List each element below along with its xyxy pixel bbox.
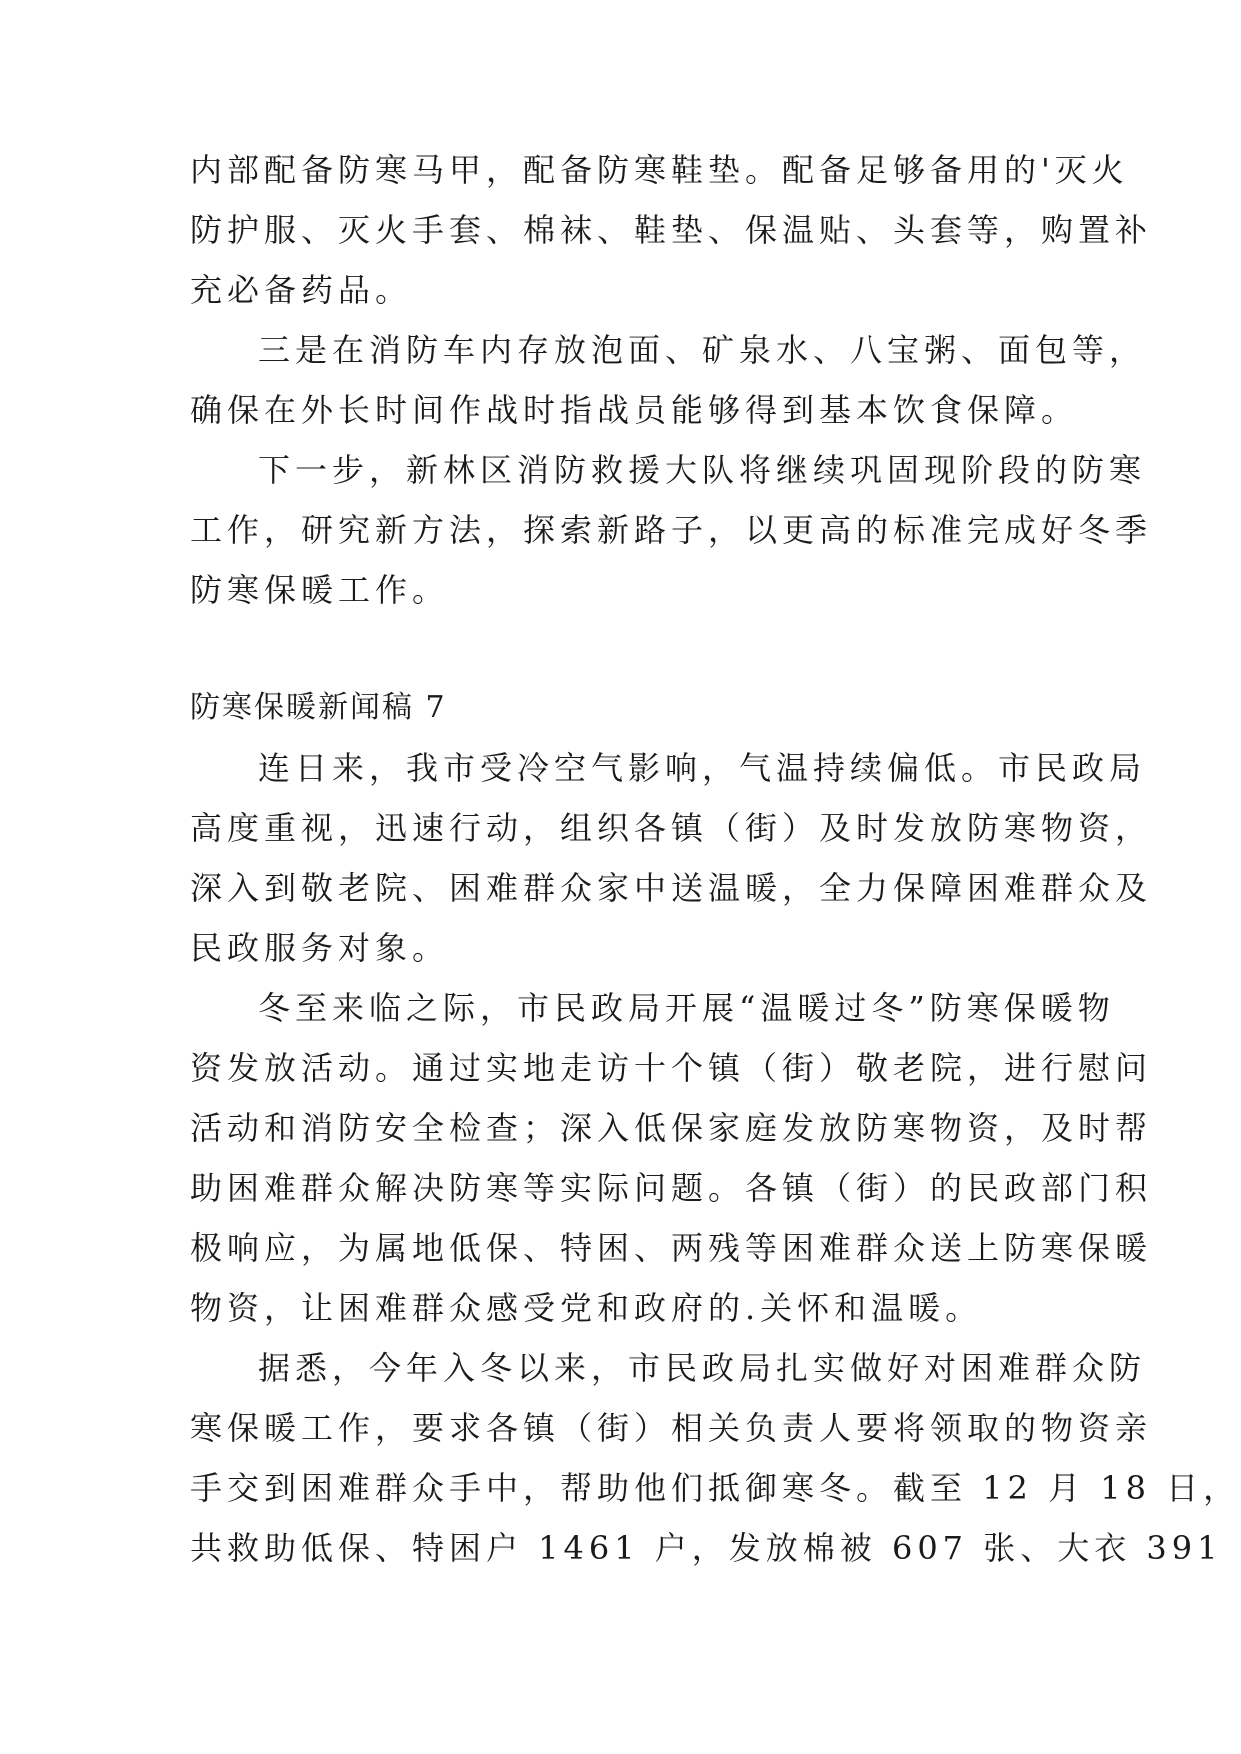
paragraph	[190, 978, 1153, 1338]
text-line: 活动和消防安全检查；深入低保家庭发放防寒物资，及时帮	[190, 1109, 1153, 1147]
text-line: 物资，让困难群众感受党和政府的.关怀和温暖。	[190, 1289, 983, 1327]
paragraph	[190, 140, 1153, 320]
text-line: 工作，研究新方法，探索新路子，以更高的标准完成好冬季	[190, 511, 1153, 549]
text-line: 充必备药品。	[190, 271, 413, 309]
text-line: 极响应，为属地低保、特困、两残等困难群众送上防寒保暖	[190, 1229, 1153, 1267]
paragraph	[190, 320, 1147, 440]
text-line: 确保在外长时间作战时指战员能够得到基本饮食保障。	[190, 391, 1079, 429]
text-line: 资发放活动。通过实地走访十个镇（街）敬老院，进行慰问	[190, 1049, 1153, 1087]
section-title: 防寒保暖新闻稿 7	[190, 690, 447, 725]
text-line: 防寒保暖工作。	[190, 571, 450, 609]
text-line: 民政服务对象。	[190, 929, 450, 967]
text-line: 手交到困难群众手中，帮助他们抵御寒冬。截至 12 月 18 日，	[190, 1469, 1241, 1507]
text-line: 寒保暖工作，要求各镇（街）相关负责人要将领取的物资亲	[190, 1409, 1153, 1447]
text-line: 共救助低保、特困户 1461 户，发放棉被 607 张、大衣 391	[190, 1529, 1223, 1567]
text-line: 连日来，我市受冷空气影响，气温持续偏低。市民政局	[258, 749, 1147, 787]
text-line: 防护服、灭火手套、棉袜、鞋垫、保温贴、头套等，购置补	[190, 211, 1153, 249]
text-line: 高度重视，迅速行动，组织各镇（街）及时发放防寒物资，	[190, 809, 1153, 847]
paragraph	[190, 440, 1153, 620]
text-line: 据悉，今年入冬以来，市民政局扎实做好对困难群众防	[258, 1349, 1147, 1387]
text-line: 冬至来临之际，市民政局开展“温暖过冬”防寒保暖物	[258, 989, 1115, 1027]
paragraph	[190, 738, 1153, 978]
text-line: 助困难群众解决防寒等实际问题。各镇（街）的民政部门积	[190, 1169, 1153, 1207]
section-1	[190, 140, 1153, 620]
text-line: 下一步，新林区消防救援大队将继续巩固现阶段的防寒	[258, 451, 1147, 489]
text-line: 深入到敬老院、困难群众家中送温暖，全力保障困难群众及	[190, 869, 1153, 907]
paragraph	[190, 1338, 1241, 1578]
text-line: 内部配备防寒马甲，配备防寒鞋垫。配备足够备用的'灭火	[190, 151, 1129, 189]
text-line: 三是在消防车内存放泡面、矿泉水、八宝粥、面包等，	[258, 331, 1147, 369]
section-2	[190, 678, 1241, 1578]
